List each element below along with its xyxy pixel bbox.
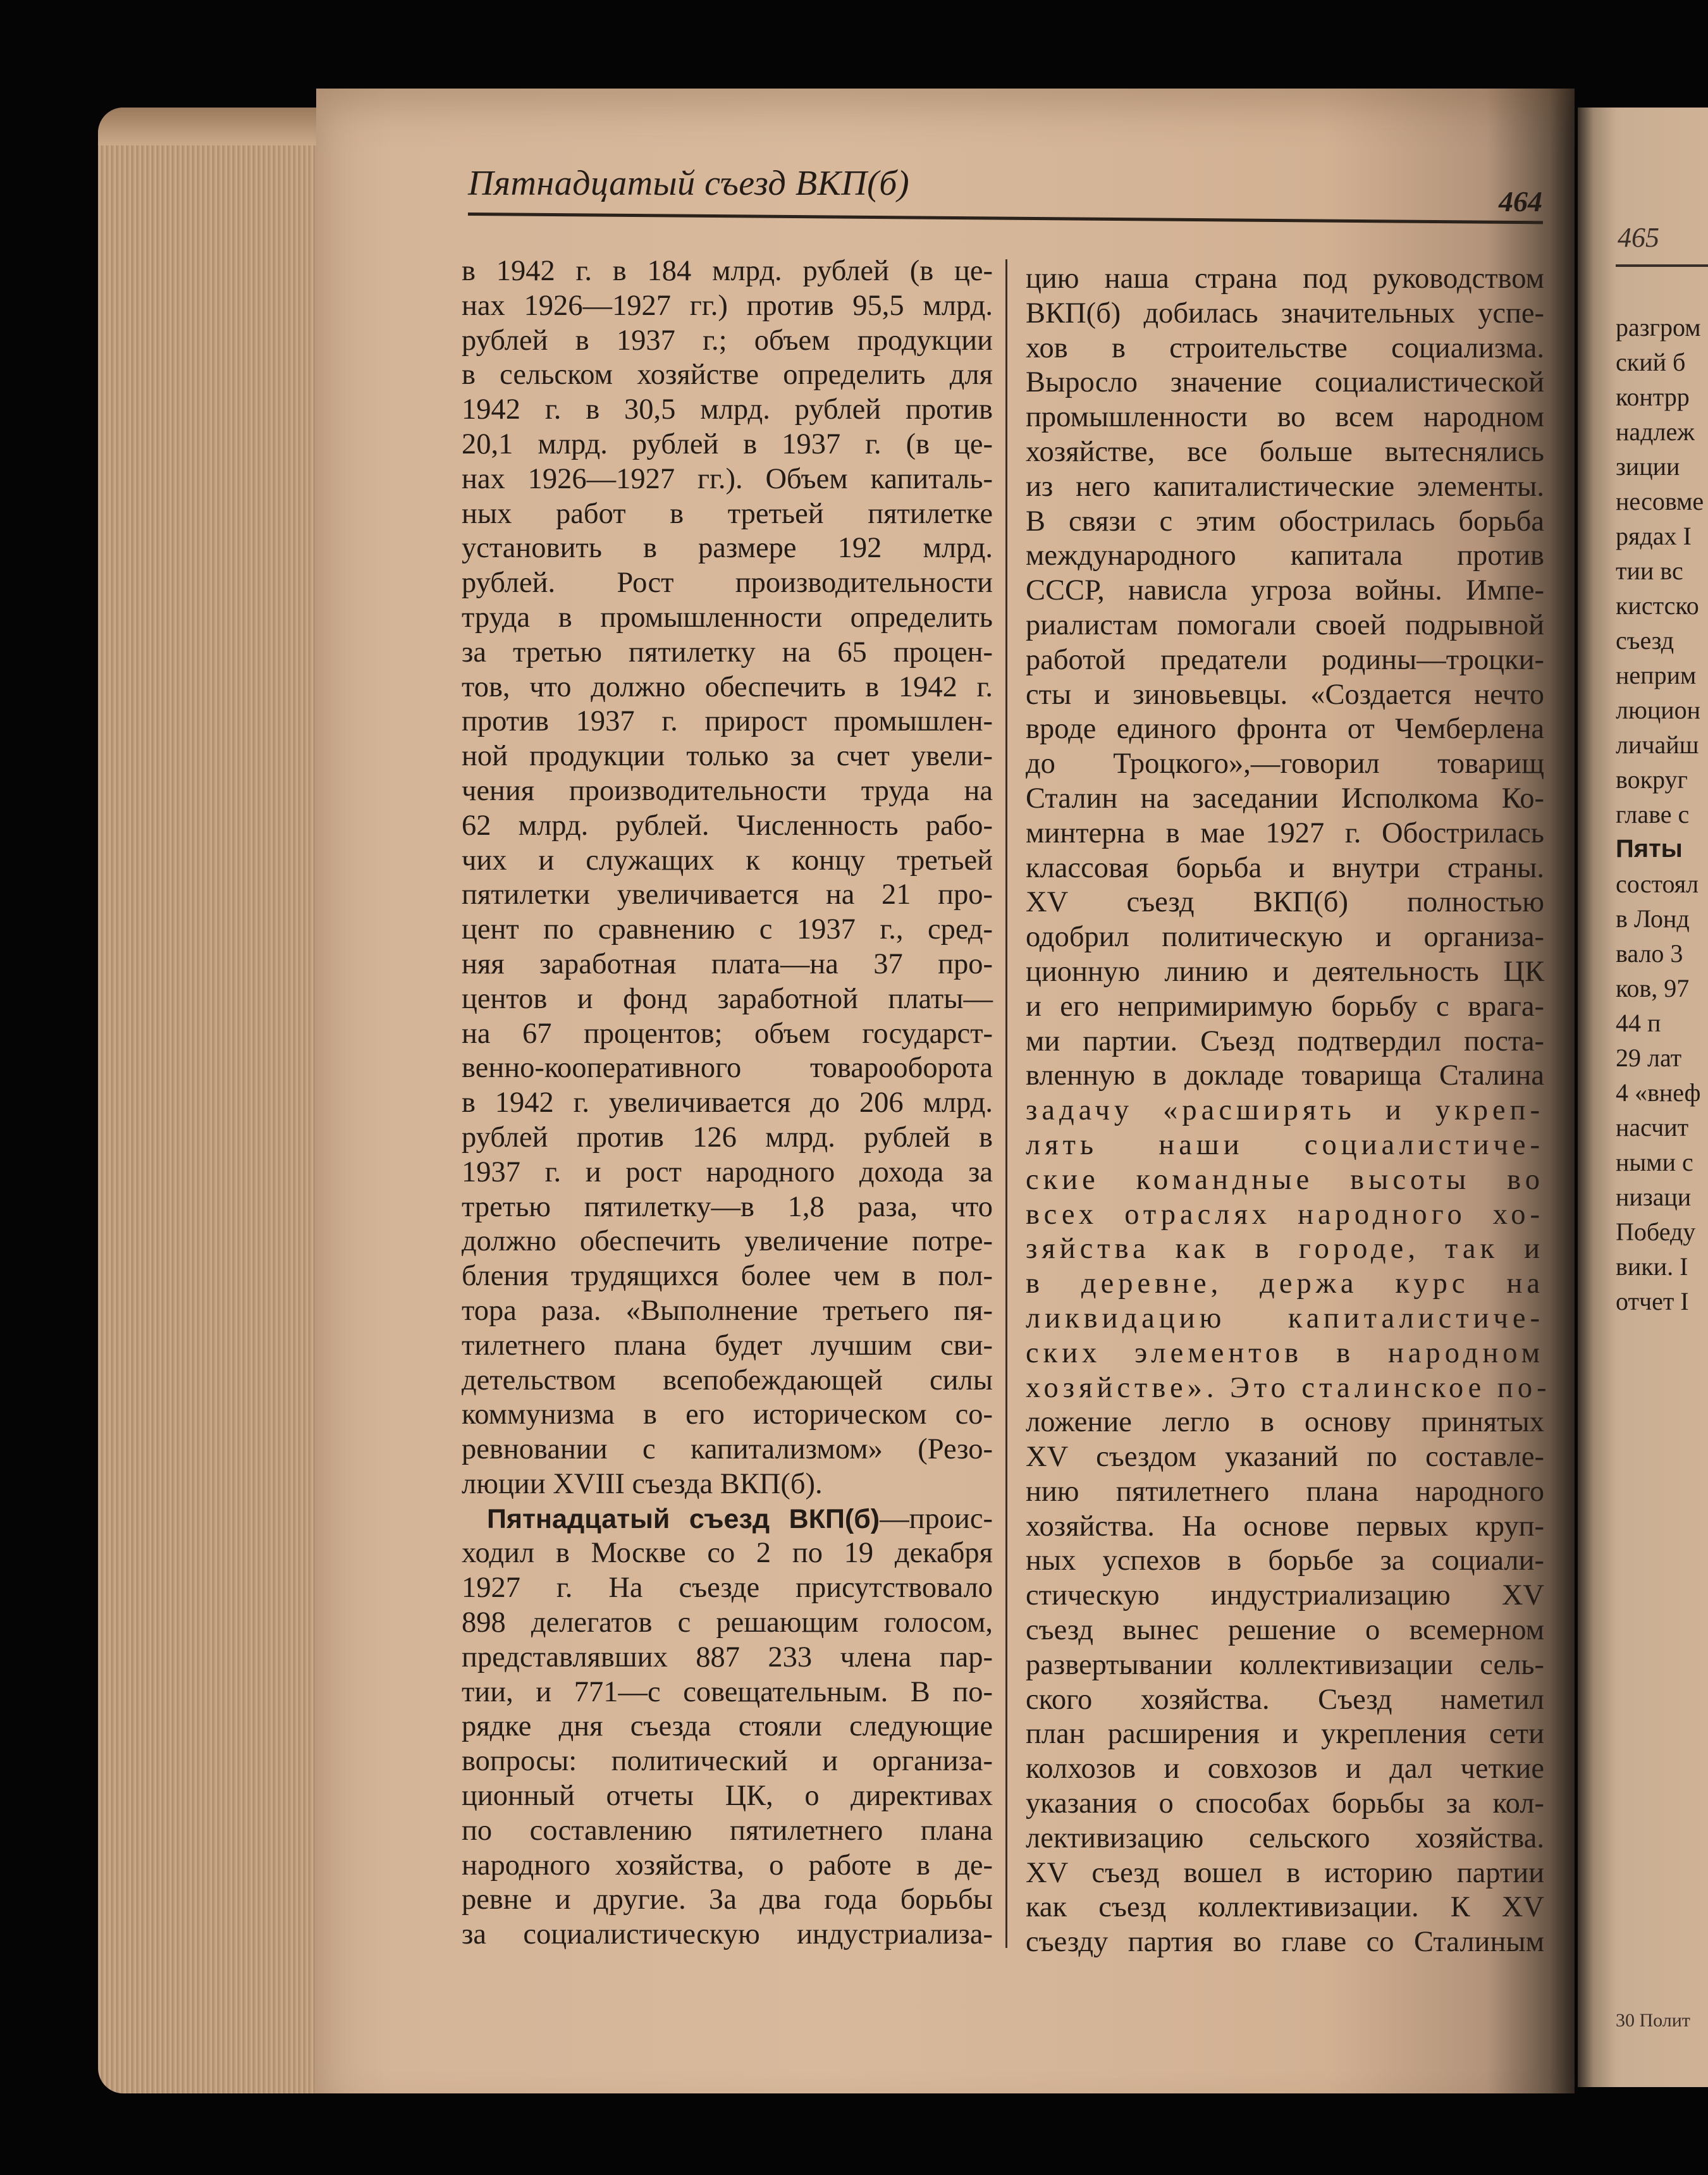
text-line: установить в размере 192 млрд. <box>462 532 993 565</box>
text-line: чения производительности труда на <box>462 774 993 807</box>
text-line: XV съезд ВКП(б) полностью <box>1026 886 1544 919</box>
right-page-text-fragment <box>1616 310 1708 1319</box>
right-page-number: 465 <box>1618 222 1659 253</box>
text-line: хозяйстве». Это сталинское по- <box>1026 1371 1551 1404</box>
text-column-right <box>1026 262 1551 1960</box>
text-line: лективизацию сельского хозяйства. <box>1026 1821 1544 1854</box>
text-line: 62 млрд. рублей. Численность рабо- <box>462 809 993 842</box>
text-line: вроде единого фронта от Чемберлена <box>1026 713 1544 746</box>
fragment-line: зиции <box>1616 452 1680 481</box>
text-line: нах 1926—1927 гг.) против 95,5 млрд. <box>462 289 993 322</box>
text-line: бления трудящихся более чем в пол- <box>462 1260 993 1293</box>
fragment-line: Победу <box>1616 1217 1696 1246</box>
text-line: венно-кооперативного товарооборота <box>462 1052 993 1085</box>
text-line: лять наши социалистиче- <box>1026 1128 1544 1161</box>
text-line: хов в строительстве социализма. <box>1026 331 1544 364</box>
text-line: ной продукции только за счет увели- <box>462 740 993 773</box>
text-line: промышленности во всем народном <box>1026 401 1544 434</box>
fragment-line: главе с <box>1616 800 1690 829</box>
fragment-line: надлеж <box>1616 417 1695 446</box>
text-line: за третью пятилетку на 65 процен- <box>462 636 993 669</box>
text-line: ревновании с капитализмом» (Резо- <box>462 1433 993 1466</box>
text-line: съезд вынес решение о всемерном <box>1026 1614 1544 1647</box>
fragment-line: неприм <box>1616 661 1697 689</box>
text-line: народного хозяйства, о работе в де- <box>462 1849 993 1882</box>
text-line: указания о способах борьбы за кол- <box>1026 1787 1544 1820</box>
text-line: как съезд коллективизации. К XV <box>1026 1891 1544 1924</box>
text-line: ские командные высоты во <box>1026 1163 1544 1196</box>
text-line: 1942 г. в 30,5 млрд. рублей против <box>462 393 993 426</box>
text-line: няя заработная плата—на 37 про- <box>462 947 993 980</box>
text-line: рублей против 126 млрд. рублей в <box>462 1121 993 1154</box>
fragment-line: низаци <box>1616 1183 1692 1211</box>
fragment-line: вало 3 <box>1616 939 1683 968</box>
text-line: рублей. Рост производительности <box>462 567 993 600</box>
text-line: задачу «расширять и укреп- <box>1026 1094 1544 1127</box>
text-line: на 67 процентов; объем государст- <box>462 1017 993 1050</box>
fragment-line: 29 лат <box>1616 1044 1682 1072</box>
text-line: детельством всепобеждающей силы <box>462 1364 993 1396</box>
fragment-line: рядах I <box>1616 522 1692 550</box>
text-line: ционный отчеты ЦК, о директивах <box>462 1780 993 1813</box>
fragment-line: 44 п <box>1616 1009 1661 1037</box>
article-title-continuation: —проис- <box>880 1502 993 1535</box>
fragment-line: отчет I <box>1616 1287 1689 1315</box>
text-line: В связи с этим обострилась борьба <box>1026 505 1544 538</box>
text-line: ского хозяйства. Съезд наметил <box>1026 1683 1544 1716</box>
text-line: развертывании коллективизации сель- <box>1026 1648 1544 1681</box>
text-line: рублей в 1937 г.; объем продукции <box>462 324 993 357</box>
text-line: нию пятилетнего плана народного <box>1026 1475 1544 1508</box>
fragment-line: вокруг <box>1616 765 1688 794</box>
text-line: труда в промышленности определить <box>462 601 993 634</box>
text-line: против 1937 г. прирост промышлен- <box>462 705 993 738</box>
text-line: пятилетки увеличивается на 21 про- <box>462 878 993 911</box>
fragment-line: вики. I <box>1616 1252 1688 1281</box>
fragment-line: ский б <box>1616 348 1686 376</box>
text-line: ложение легло в основу принятых <box>1026 1406 1544 1439</box>
fragment-line: в Лонд <box>1616 904 1690 933</box>
text-line: тии, и 771—с совещательным. В по- <box>462 1675 993 1708</box>
text-line: и его непримиримую борьбу с врага- <box>1026 990 1544 1023</box>
text-line: тилетнего плана будет лучшим сви- <box>462 1329 993 1362</box>
text-line: сты и зиновьевцы. «Создается нечто <box>1026 678 1544 711</box>
text-line: одобрил политическую и организа- <box>1026 921 1544 954</box>
text-line: съезду партия во главе со Сталиным <box>1026 1926 1544 1959</box>
text-line: чих и служащих к концу третьей <box>462 844 993 877</box>
fragment-line: насчит <box>1616 1113 1689 1142</box>
text-line: работой предатели родины—троцки- <box>1026 643 1544 676</box>
text-line: ми партии. Съезд подтвердил поста- <box>1026 1025 1544 1057</box>
text-line: в 1942 г. в 184 млрд. рублей (в це- <box>462 255 993 287</box>
text-line: ных успехов в борьбе за социали- <box>1026 1544 1544 1577</box>
text-line: цент по сравнению с 1937 г., сред- <box>462 913 993 946</box>
text-line: XV съездом указаний по составле- <box>1026 1441 1544 1474</box>
text-line: всех отраслях народного хо- <box>1026 1198 1544 1231</box>
fragment-line: состоял <box>1616 870 1699 898</box>
text-line: ВКП(б) добилась значительных успе- <box>1026 297 1544 330</box>
text-line: рядке дня съезда стояли следующие <box>462 1710 993 1743</box>
text-line: 1927 г. На съезде присутствовало <box>462 1572 993 1605</box>
article-heading-line <box>462 1502 993 1537</box>
text-line: стическую индустриализацию XV <box>1026 1579 1544 1612</box>
running-title: Пятнадцатый съезд ВКП(б) <box>468 164 910 203</box>
fragment-line: разгром <box>1616 313 1701 342</box>
fragment-line: Пяты <box>1616 835 1683 863</box>
page-edge-stack <box>98 108 338 2093</box>
text-line: тов, что должно обеспечить в 1942 г. <box>462 670 993 703</box>
article-title: Пятнадцатый съезд ВКП(б) <box>487 1503 880 1534</box>
text-line: за социалистическую индустриализа- <box>462 1918 993 1951</box>
column-divider <box>1005 259 1007 1948</box>
text-line: 1937 г. и рост народного дохода за <box>462 1155 993 1188</box>
text-line: коммунизма в его историческом со- <box>462 1398 993 1431</box>
fragment-line: контрр <box>1616 383 1690 411</box>
text-line: хозяйства. На основе первых круп- <box>1026 1510 1544 1543</box>
text-line: 20,1 млрд. рублей в 1937 г. (в це- <box>462 428 993 460</box>
text-line: люции XVIII съезда ВКП(б). <box>462 1467 823 1500</box>
text-line: до Троцкого»,—говорил товарищ <box>1026 748 1544 780</box>
page-number: 464 <box>1499 185 1542 218</box>
text-line: классовая борьба и внутри страны. <box>1026 851 1544 884</box>
text-line: центов и фонд заработной платы— <box>462 982 993 1015</box>
text-line: риалистам помогали своей подрывной <box>1026 608 1544 641</box>
text-line: в 1942 г. увеличивается до 206 млрд. <box>462 1087 993 1119</box>
text-line: зяйства как в городе, так и <box>1026 1233 1544 1266</box>
text-line: вленную в докладе товарища Сталина <box>1026 1059 1544 1092</box>
text-line: ходил в Москве со 2 по 19 декабря <box>462 1537 993 1570</box>
fragment-line: кистско <box>1616 591 1699 620</box>
fragment-line: люцион <box>1616 696 1701 724</box>
text-line: из него капиталистические элементы. <box>1026 470 1544 503</box>
text-line: СССР, нависла угроза войны. Импе- <box>1026 574 1544 607</box>
text-column-left <box>462 254 993 1952</box>
text-line: по составлению пятилетнего плана <box>462 1814 993 1847</box>
text-line: должно обеспечить увеличение потре- <box>462 1225 993 1258</box>
fragment-line: съезд <box>1616 626 1674 655</box>
text-line: международного капитала против <box>1026 539 1544 572</box>
text-line: ных работ в третьей пятилетке <box>462 497 993 530</box>
fragment-line: личайш <box>1616 730 1699 759</box>
right-page-header-rule <box>1616 264 1708 267</box>
text-line: третью пятилетку—в 1,8 раза, что <box>462 1190 993 1223</box>
text-line: тора раза. «Выполнение третьего пя- <box>462 1294 993 1327</box>
text-line: хозяйстве, все больше вытеснялись <box>1026 435 1544 468</box>
text-line: XV съезд вошел в историю партии <box>1026 1856 1544 1889</box>
text-line: ликвидацию капиталистиче- <box>1026 1302 1544 1334</box>
fragment-line: тии вс <box>1616 557 1683 585</box>
text-line: в деревне, держа курс на <box>1026 1267 1544 1300</box>
text-line: план расширения и укрепления сети <box>1026 1718 1544 1751</box>
text-line: ревне и другие. За два года борьбы <box>462 1883 993 1916</box>
text-line: Сталин на заседании Исполкома Ко- <box>1026 782 1544 815</box>
text-line: Выросло значение социалистической <box>1026 366 1544 399</box>
text-line: минтерна в мае 1927 г. Обострилась <box>1026 816 1544 849</box>
right-page-footer: 30 Полит <box>1616 2010 1690 2031</box>
text-line: ских элементов в народном <box>1026 1336 1544 1369</box>
text-line: представлявших 887 233 члена пар- <box>462 1641 993 1673</box>
text-line: 898 делегатов с решающим голосом, <box>462 1606 993 1639</box>
fragment-line: 4 «внеф <box>1616 1078 1701 1107</box>
text-line: ционную линию и деятельность ЦК <box>1026 955 1544 988</box>
text-line: колхозов и совхозов и дал четкие <box>1026 1753 1544 1785</box>
fragment-line: несовме <box>1616 487 1704 515</box>
fragment-line: ков, 97 <box>1616 974 1690 1002</box>
text-line: цию наша страна под руководством <box>1026 262 1544 295</box>
text-line: в сельском хозяйстве определить для <box>462 359 993 391</box>
fragment-line: ными с <box>1616 1148 1693 1176</box>
text-line: вопросы: политический и организа- <box>462 1745 993 1778</box>
text-line: нах 1926—1927 гг.). Объем капиталь- <box>462 462 993 495</box>
